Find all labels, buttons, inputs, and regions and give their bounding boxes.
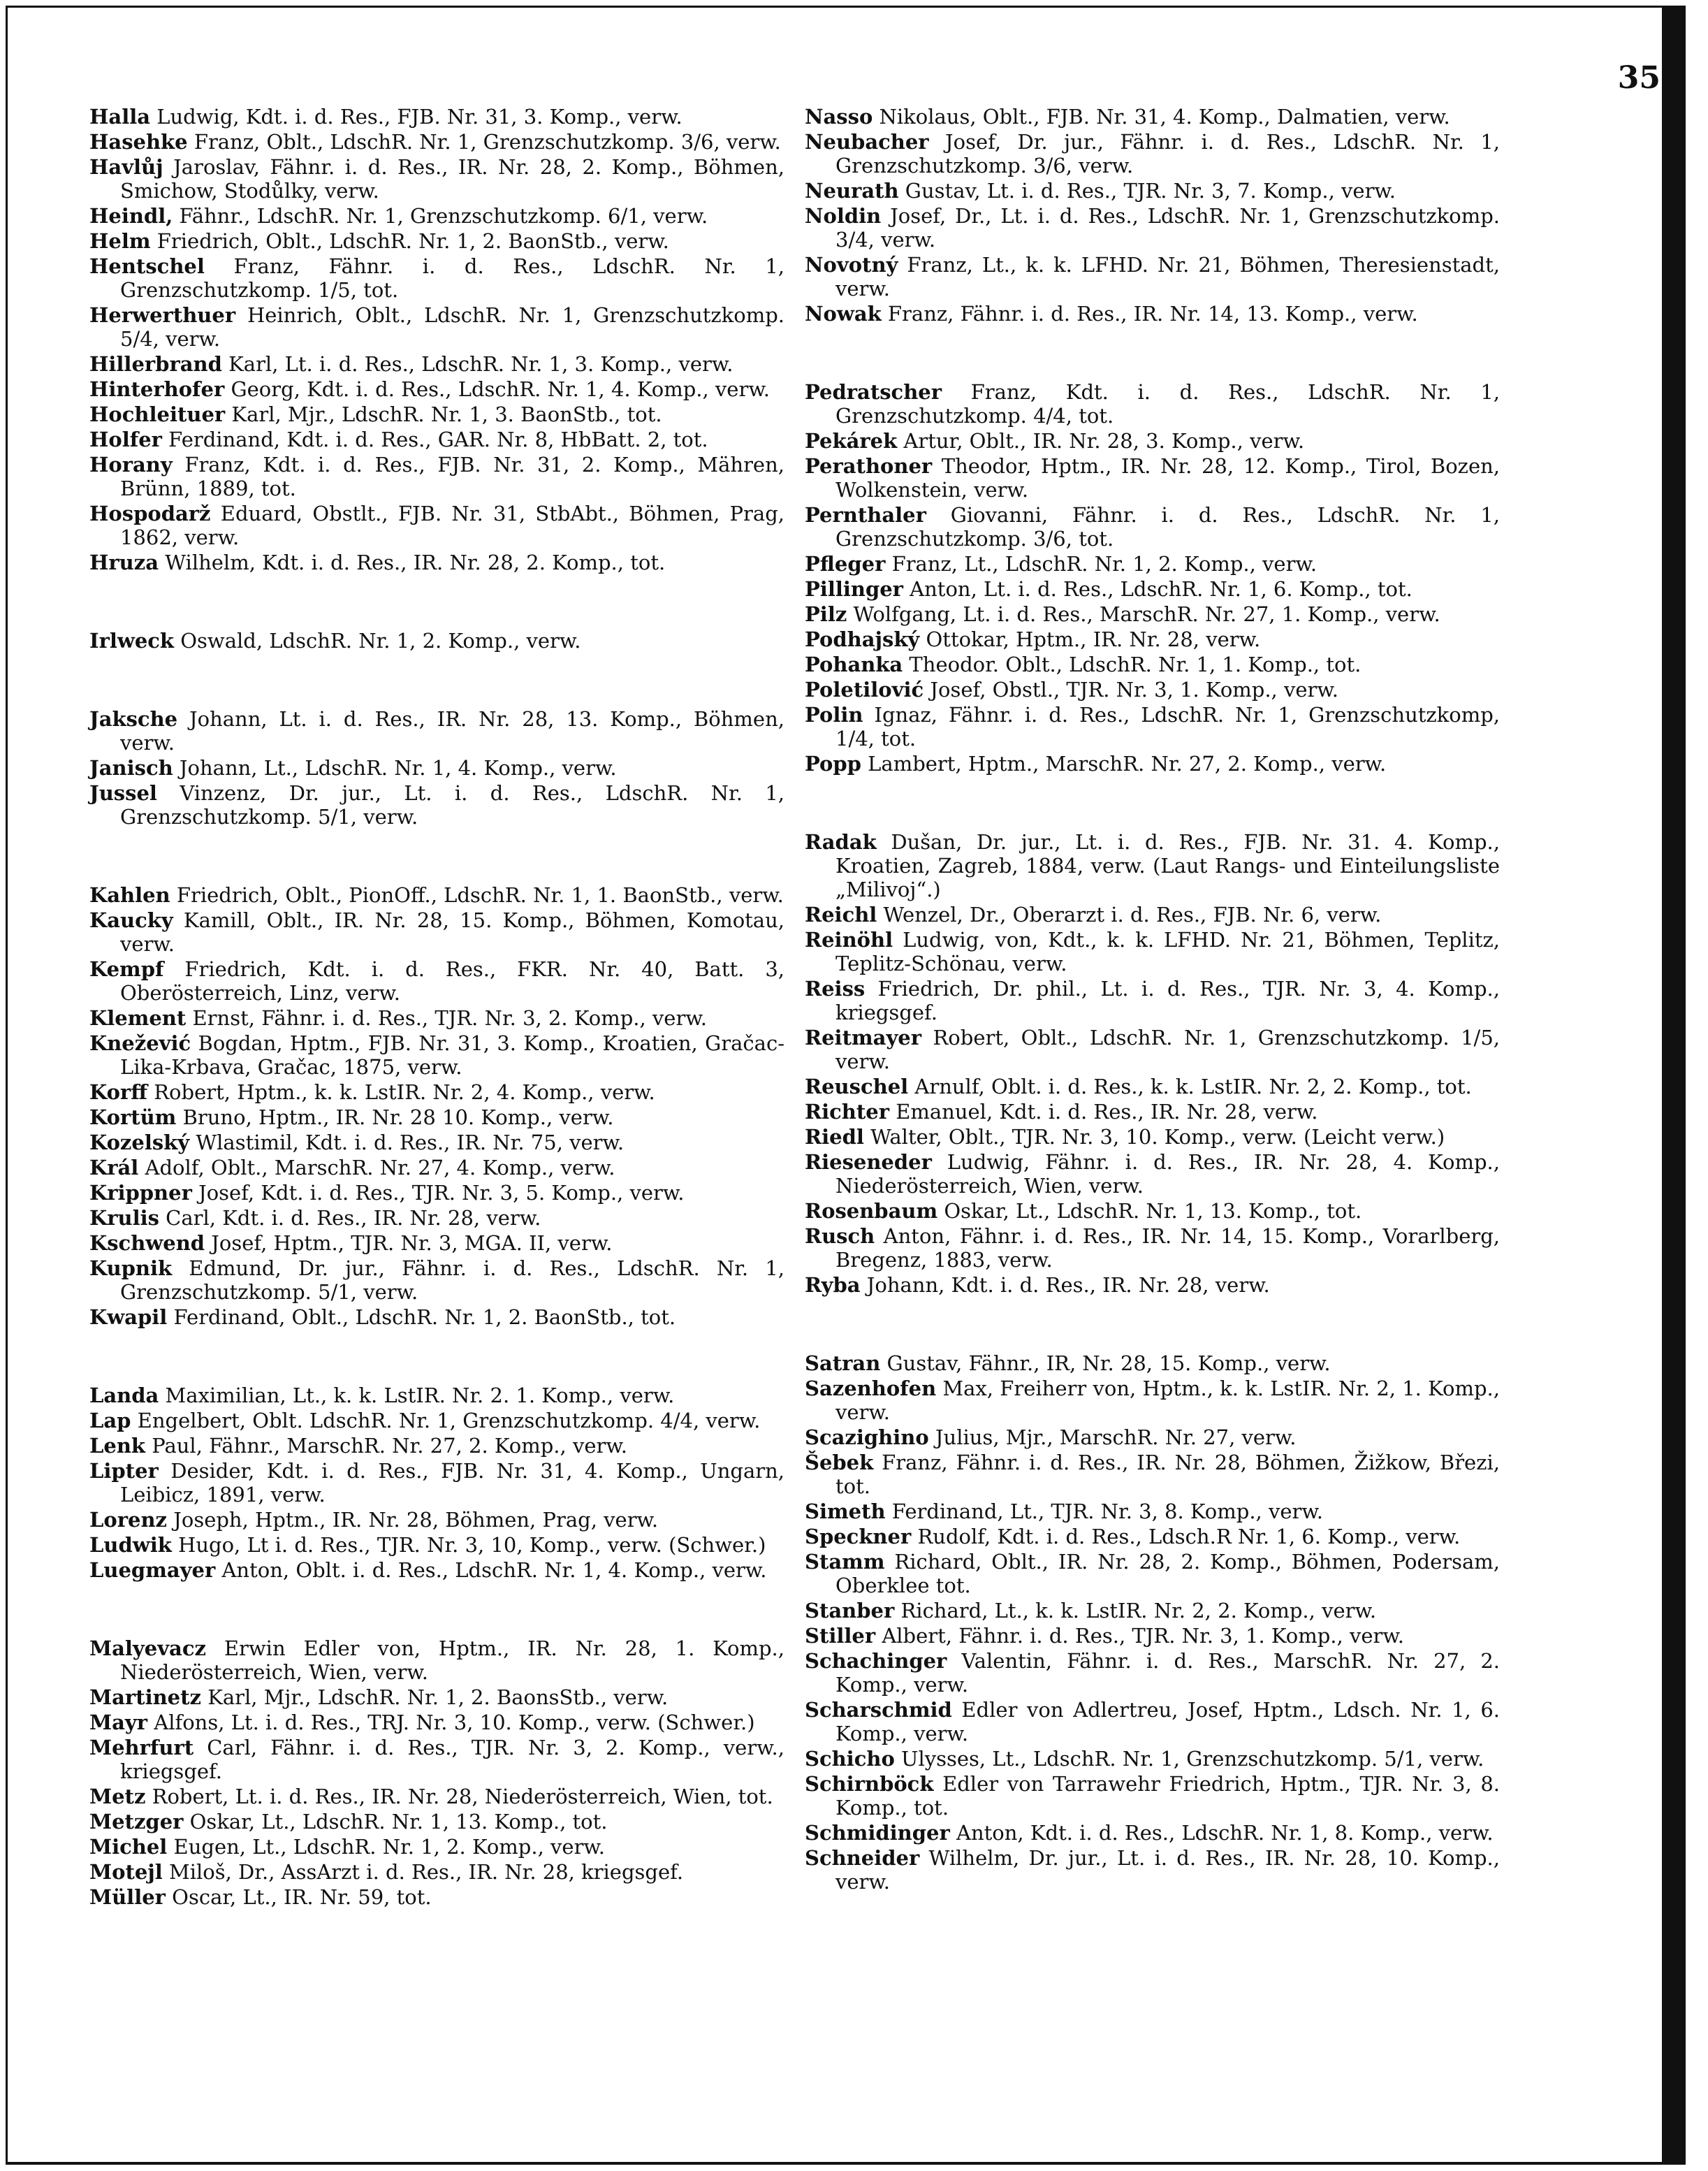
entry-surname: Irlweck <box>89 629 175 653</box>
list-entry <box>89 1860 784 1884</box>
list-entry <box>805 1425 1500 1449</box>
entry-details: Bruno, Hptm., IR. Nr. 28 10. Komp., verw. <box>176 1105 614 1129</box>
entry-details: Carl, Kdt. i. d. Res., IR. Nr. 28, verw. <box>159 1206 541 1230</box>
list-entry <box>805 577 1500 601</box>
entry-surname: Malyevacz <box>89 1636 206 1660</box>
entry-surname: Perathoner <box>805 454 933 478</box>
entry-surname: Hillerbrand <box>89 352 222 376</box>
list-entry <box>89 428 784 451</box>
entry-surname: Hochleituer <box>89 402 226 426</box>
list-entry <box>89 1206 784 1230</box>
entry-surname: Kaucky <box>89 908 173 932</box>
list-entry <box>805 1525 1500 1548</box>
entry-surname: Kahlen <box>89 883 170 907</box>
list-entry <box>805 1772 1500 1820</box>
entry-details: Albert, Fähnr. i. d. Res., TJR. Nr. 3, 1. Komp., verw. <box>875 1624 1404 1648</box>
section-gap <box>805 1298 1500 1351</box>
list-entry <box>805 1624 1500 1648</box>
entry-surname: Lap <box>89 1409 131 1432</box>
entry-details: Josef, Kdt. i. d. Res., TJR. Nr. 3, 5. Komp., verw. <box>191 1181 685 1205</box>
entry-details: Adolf, Oblt., MarschR. Nr. 27, 4. Komp., verw. <box>138 1156 615 1179</box>
list-entry <box>805 752 1500 776</box>
entry-surname: Nasso <box>805 105 873 129</box>
section-gap <box>89 830 784 883</box>
entry-surname: Landa <box>89 1384 159 1407</box>
entry-surname: Motejl <box>89 1860 163 1884</box>
entry-details: Eugen, Lt., LdschR. Nr. 1, 2. Komp., verw. <box>167 1835 606 1859</box>
entry-surname: Podhajský <box>805 627 920 651</box>
entry-details: Hugo, Lt i. d. Res., TJR. Nr. 3, 10, Komp., verw. (Schwer.) <box>171 1533 766 1557</box>
list-entry <box>805 678 1500 702</box>
list-entry <box>805 1500 1500 1523</box>
list-entry <box>89 1409 784 1432</box>
section-gap <box>805 327 1500 380</box>
entry-surname: Satran <box>805 1351 881 1375</box>
entry-details: Oskar, Lt., LdschR. Nr. 1, 13. Komp., tot. <box>937 1199 1362 1223</box>
entry-details: Dušan, Dr. jur., Lt. i. d. Res., FJB. Nr. 31. 4. Komp., Kroatien, Zagreb, 1884, verw. (Laut Rangs- und Einteilungsliste „Milivoj“.) <box>835 830 1500 901</box>
list-entry <box>89 105 784 129</box>
page-number: 35 <box>1617 60 1660 96</box>
entry-details: Ferdinand, Lt., TJR. Nr. 3, 8. Komp., verw. <box>885 1500 1323 1523</box>
list-entry <box>805 552 1500 576</box>
entry-details: Ferdinand, Oblt., LdschR. Nr. 1, 2. BaonStb., tot. <box>167 1305 676 1329</box>
entry-surname: Kortüm <box>89 1105 177 1129</box>
list-entry <box>805 302 1500 326</box>
entry-surname: Neubacher <box>805 130 929 154</box>
entry-details: Richard, Oblt., IR. Nr. 28, 2. Komp., Böhmen, Podersam, Oberklee tot. <box>835 1550 1500 1597</box>
entry-surname: Hruza <box>89 551 159 574</box>
list-entry <box>89 1231 784 1255</box>
entry-details: Rudolf, Kdt. i. d. Res., Ldsch.R Nr. 1, 6. Komp., verw. <box>911 1525 1461 1548</box>
entry-surname: Reuschel <box>805 1075 909 1098</box>
entry-details: Engelbert, Oblt. LdschR. Nr. 1, Grenzschutzkomp. 4/4, verw. <box>131 1409 761 1432</box>
entry-surname: Kwapil <box>89 1305 168 1329</box>
entry-surname: Hospodarž <box>89 502 211 525</box>
entry-details: Valentin, Fähnr. i. d. Res., MarschR. Nr. 27, 2. Komp., verw. <box>835 1649 1500 1697</box>
list-entry <box>89 707 784 755</box>
entry-details: Robert, Oblt., LdschR. Nr. 1, Grenzschutzkomp. 1/5, verw. <box>835 1026 1500 1073</box>
section-gap <box>89 1583 784 1636</box>
list-entry <box>805 130 1500 177</box>
entry-surname: Lipter <box>89 1459 159 1483</box>
entry-surname: Reinöhl <box>805 928 893 952</box>
entry-surname: Ludwik <box>89 1533 172 1557</box>
list-entry <box>805 503 1500 551</box>
list-entry <box>89 1105 784 1129</box>
list-entry <box>89 1305 784 1329</box>
entry-details: Friedrich, Oblt., LdschR. Nr. 1, 2. BaonStb., verw. <box>150 229 669 253</box>
entry-surname: Stanber <box>805 1599 895 1622</box>
list-entry <box>805 1698 1500 1745</box>
list-entry <box>805 1125 1500 1149</box>
entry-details: Oscar, Lt., IR. Nr. 59, tot. <box>165 1885 432 1909</box>
entry-details: Kamill, Oblt., IR. Nr. 28, 15. Komp., Böhmen, Komotau, verw. <box>120 908 784 956</box>
list-entry <box>89 502 784 549</box>
entry-surname: Klement <box>89 1006 187 1030</box>
entry-details: Robert, Lt. i. d. Res., IR. Nr. 28, Niederösterreich, Wien, tot. <box>145 1785 773 1808</box>
entry-surname: Kschwend <box>89 1231 205 1255</box>
list-entry <box>89 229 784 253</box>
entry-details: Wlastimil, Kdt. i. d. Res., IR. Nr. 75, verw. <box>189 1131 625 1154</box>
list-entry <box>805 1224 1500 1272</box>
entry-details: Joseph, Hptm., IR. Nr. 28, Böhmen, Prag, verw. <box>167 1508 659 1532</box>
entry-surname: Speckner <box>805 1525 912 1548</box>
entry-details: Erwin Edler von, Hptm., IR. Nr. 28, 1. Komp., Niederösterreich, Wien, verw. <box>120 1636 784 1684</box>
entry-surname: Holfer <box>89 428 162 451</box>
entry-surname: Reichl <box>805 903 877 927</box>
entry-surname: Pohanka <box>805 653 903 676</box>
list-entry <box>89 402 784 426</box>
list-entry <box>805 454 1500 502</box>
entry-details: Ludwig, Kdt. i. d. Res., FJB. Nr. 31, 3. Komp., verw. <box>150 105 683 129</box>
entry-details: Ludwig, von, Kdt., k. k. LFHD. Nr. 21, Böhmen, Teplitz, Teplitz-Schönau, verw. <box>835 928 1500 975</box>
entry-details: Heinrich, Oblt., LdschR. Nr. 1, Grenzschutzkomp. 5/4, verw. <box>120 303 784 351</box>
entry-surname: Herwerthuer <box>89 303 236 327</box>
list-entry <box>89 1434 784 1458</box>
list-entry <box>89 1131 784 1154</box>
list-entry <box>89 1031 784 1079</box>
list-entry <box>805 429 1500 453</box>
entry-details: Karl, Lt. i. d. Res., LdschR. Nr. 1, 3. Komp., verw. <box>221 352 733 376</box>
list-entry <box>89 1558 784 1582</box>
entry-surname: Schmidinger <box>805 1821 950 1845</box>
entry-details: Theodor, Hptm., IR. Nr. 28, 12. Komp., Tirol, Bozen, Wolkenstein, verw. <box>835 454 1500 502</box>
entry-surname: Král <box>89 1156 139 1179</box>
entry-details: Wilhelm, Dr. jur., Lt. i. d. Res., IR. Nr. 28, 10. Komp., verw. <box>835 1846 1500 1894</box>
list-entry <box>805 928 1500 975</box>
entry-surname: Pedratscher <box>805 380 942 404</box>
list-entry <box>89 1181 784 1205</box>
entry-surname: Reitmayer <box>805 1026 922 1050</box>
entry-details: Franz, Fähnr. i. d. Res., IR. Nr. 28, Böhmen, Žižkow, Březi, tot. <box>835 1451 1500 1498</box>
entry-details: Lambert, Hptm., MarschR. Nr. 27, 2. Komp., verw. <box>861 752 1387 776</box>
entry-surname: Metzger <box>89 1810 184 1834</box>
entry-surname: Halla <box>89 105 151 129</box>
section-gap <box>89 654 784 707</box>
list-entry <box>805 1100 1500 1124</box>
entry-details: Gustav, Lt. i. d. Res., TJR. Nr. 3, 7. Komp., verw. <box>898 179 1396 203</box>
list-entry <box>805 903 1500 927</box>
entry-details: Ignaz, Fähnr. i. d. Res., LdschR. Nr. 1, Grenzschutzkomp, 1/4, tot. <box>835 703 1500 750</box>
entry-details: Ulysses, Lt., LdschR. Nr. 1, Grenzschutzkomp. 5/1, verw. <box>894 1747 1484 1771</box>
entry-surname: Martinetz <box>89 1685 201 1709</box>
list-entry <box>89 1785 784 1808</box>
right-column <box>805 105 1500 1895</box>
entry-details: Desider, Kdt. i. d. Res., FJB. Nr. 31, 4. Komp., Ungarn, Leibicz, 1891, verw. <box>120 1459 784 1506</box>
entry-details: Friedrich, Oblt., PionOff., LdschR. Nr. 1, 1. BaonStb., verw. <box>170 883 784 907</box>
list-entry <box>89 254 784 302</box>
entry-details: Emanuel, Kdt. i. d. Res., IR. Nr. 28, verw. <box>889 1100 1318 1124</box>
entry-surname: Popp <box>805 752 861 776</box>
entry-details: Wenzel, Dr., Oberarzt i. d. Res., FJB. Nr. 6, verw. <box>877 903 1382 927</box>
entry-surname: Michel <box>89 1835 168 1859</box>
entry-details: Franz, Kdt. i. d. Res., FJB. Nr. 31, 2. Komp., Mähren, Brünn, 1889, tot. <box>120 453 784 500</box>
entry-details: Josef, Dr., Lt. i. d. Res., LdschR. Nr. 1, Grenzschutzkomp. 3/4, verw. <box>835 204 1500 252</box>
entry-surname: Scharschmid <box>805 1698 952 1722</box>
entry-details: Jaroslav, Fähnr. i. d. Res., IR. Nr. 28, 2. Komp., Böhmen, Smichow, Stodůlky, verw. <box>120 155 784 203</box>
list-entry <box>805 703 1500 750</box>
section-gap <box>89 576 784 629</box>
entry-details: Anton, Kdt. i. d. Res., LdschR. Nr. 1, 8. Komp., verw. <box>949 1821 1494 1845</box>
entry-details: Anton, Lt. i. d. Res., LdschR. Nr. 1, 6. Komp., tot. <box>903 577 1413 601</box>
list-entry <box>805 1821 1500 1845</box>
entry-surname: Rosenbaum <box>805 1199 938 1223</box>
entry-details: Fähnr., LdschR. Nr. 1, Grenzschutzkomp. 6/1, verw. <box>173 204 708 228</box>
list-entry <box>805 1199 1500 1223</box>
entry-details: Ferdinand, Kdt. i. d. Res., GAR. Nr. 8, HbBatt. 2, tot. <box>161 428 708 451</box>
list-entry <box>89 1080 784 1104</box>
list-entry <box>89 908 784 956</box>
entry-details: Josef, Hptm., TJR. Nr. 3, MGA. II, verw. <box>205 1231 613 1255</box>
entry-surname: Lorenz <box>89 1508 168 1532</box>
section-gap <box>805 777 1500 830</box>
list-entry <box>89 781 784 829</box>
entry-surname: Helm <box>89 229 151 253</box>
entry-details: Gustav, Fähnr., IR, Nr. 28, 15. Komp., verw. <box>880 1351 1331 1375</box>
entry-details: Friedrich, Dr. phil., Lt. i. d. Res., TJR. Nr. 3, 4. Komp., kriegsgef. <box>835 977 1500 1024</box>
entry-surname: Heindl, <box>89 204 173 228</box>
entry-details: Karl, Mjr., LdschR. Nr. 1, 2. BaonsStb., verw. <box>200 1685 669 1709</box>
list-entry <box>89 1256 784 1304</box>
entry-surname: Kempf <box>89 957 164 981</box>
entry-surname: Kupnik <box>89 1256 173 1280</box>
list-entry <box>89 352 784 376</box>
entry-surname: Lenk <box>89 1434 146 1458</box>
entry-surname: Noldin <box>805 204 882 228</box>
list-entry <box>89 1810 784 1834</box>
entry-surname: Havlůj <box>89 155 163 179</box>
list-entry <box>805 1351 1500 1375</box>
entry-details: Edler von Adlertreu, Josef, Hptm., Ldsch. Nr. 1, 6. Komp., verw. <box>835 1698 1500 1745</box>
entry-surname: Rieseneder <box>805 1150 932 1174</box>
entry-surname: Stamm <box>805 1550 885 1574</box>
list-entry <box>805 1550 1500 1597</box>
entry-details: Georg, Kdt. i. d. Res., LdschR. Nr. 1, 4. Komp., verw. <box>224 377 770 401</box>
entry-surname: Korff <box>89 1080 147 1104</box>
entry-surname: Rusch <box>805 1224 875 1248</box>
entry-surname: Schneider <box>805 1846 920 1870</box>
entry-surname: Novotný <box>805 253 898 277</box>
entry-surname: Krippner <box>89 1181 192 1205</box>
list-entry <box>89 1711 784 1734</box>
entry-details: Franz, Kdt. i. d. Res., LdschR. Nr. 1, Grenzschutzkomp. 4/4, tot. <box>835 380 1500 428</box>
entry-surname: Hentschel <box>89 254 205 278</box>
list-entry <box>89 629 784 653</box>
list-entry <box>89 1636 784 1684</box>
entry-surname: Šebek <box>805 1451 874 1474</box>
entry-details: Oswald, LdschR. Nr. 1, 2. Komp., verw. <box>174 629 581 653</box>
list-entry <box>89 756 784 780</box>
list-entry <box>89 303 784 351</box>
entry-surname: Jussel <box>89 781 157 805</box>
entry-surname: Krulis <box>89 1206 159 1230</box>
entry-surname: Jaksche <box>89 707 178 731</box>
list-entry <box>805 627 1500 651</box>
list-entry <box>89 1459 784 1506</box>
entry-details: Arnulf, Oblt. i. d. Res., k. k. LstIR. Nr. 2, 2. Komp., tot. <box>908 1075 1472 1098</box>
section-gap <box>89 1330 784 1384</box>
list-entry <box>89 1885 784 1909</box>
entry-details: Oskar, Lt., LdschR. Nr. 1, 13. Komp., tot. <box>183 1810 608 1834</box>
entry-surname: Pekárek <box>805 429 898 453</box>
entry-details: Maximilian, Lt., k. k. LstIR. Nr. 2. 1. Komp., verw. <box>159 1384 675 1407</box>
entry-details: Bogdan, Hptm., FJB. Nr. 31, 3. Komp., Kroatien, Gračac-Lika-Krbava, Gračac, 1875, verw. <box>120 1031 784 1079</box>
entry-details: Vinzenz, Dr. jur., Lt. i. d. Res., LdschR. Nr. 1, Grenzschutzkomp. 5/1, verw. <box>120 781 784 829</box>
entry-details: Richard, Lt., k. k. LstIR. Nr. 2, 2. Komp., verw. <box>894 1599 1377 1622</box>
entry-details: Ottokar, Hptm., IR. Nr. 28, verw. <box>919 627 1261 651</box>
entry-details: Edler von Tarrawehr Friedrich, Hptm., TJR. Nr. 3, 8. Komp., tot. <box>835 1772 1500 1820</box>
list-entry <box>805 1649 1500 1697</box>
entry-details: Franz, Lt., k. k. LFHD. Nr. 21, Böhmen, Theresienstadt, verw. <box>835 253 1500 300</box>
entry-surname: Schicho <box>805 1747 895 1771</box>
entry-details: Nikolaus, Oblt., FJB. Nr. 31, 4. Komp., Dalmatien, verw. <box>873 105 1450 129</box>
list-entry <box>805 253 1500 300</box>
list-entry <box>805 1150 1500 1198</box>
entry-details: Josef, Dr. jur., Fähnr. i. d. Res., LdschR. Nr. 1, Grenzschutzkomp. 3/6, verw. <box>835 130 1500 177</box>
list-entry <box>805 1846 1500 1894</box>
entry-details: Eduard, Obstlt., FJB. Nr. 31, StbAbt., Böhmen, Prag, 1862, verw. <box>120 502 784 549</box>
entry-surname: Riedl <box>805 1125 864 1149</box>
list-entry <box>805 1273 1500 1297</box>
list-entry <box>89 1736 784 1783</box>
entry-details: Robert, Hptm., k. k. LstIR. Nr. 2, 4. Komp., verw. <box>147 1080 655 1104</box>
entry-surname: Horany <box>89 453 173 477</box>
entry-details: Ernst, Fähnr. i. d. Res., TJR. Nr. 3, 2. Komp., verw. <box>186 1006 707 1030</box>
list-entry <box>805 602 1500 626</box>
list-entry <box>89 377 784 401</box>
entry-surname: Ryba <box>805 1273 861 1297</box>
entry-details: Wilhelm, Kdt. i. d. Res., IR. Nr. 28, 2. Komp., tot. <box>159 551 666 574</box>
entry-surname: Reiss <box>805 977 866 1001</box>
list-entry <box>89 1533 784 1557</box>
list-entry <box>805 1026 1500 1073</box>
entry-details: Wolfgang, Lt. i. d. Res., MarschR. Nr. 27, 1. Komp., verw. <box>847 602 1440 626</box>
entry-details: Theodor. Oblt., LdschR. Nr. 1, 1. Komp., tot. <box>903 653 1362 676</box>
list-entry <box>89 1156 784 1179</box>
list-entry <box>89 1835 784 1859</box>
list-entry <box>805 105 1500 129</box>
entry-surname: Simeth <box>805 1500 886 1523</box>
entry-details: Franz, Oblt., LdschR. Nr. 1, Grenzschutzkomp. 3/6, verw. <box>187 130 781 154</box>
entry-surname: Pilz <box>805 602 847 626</box>
list-entry <box>805 830 1500 901</box>
entry-surname: Sazenhofen <box>805 1377 937 1400</box>
entry-details: Johann, Lt., LdschR. Nr. 1, 4. Komp., verw. <box>173 756 617 780</box>
entry-surname: Hasehke <box>89 130 188 154</box>
entry-details: Artur, Oblt., IR. Nr. 28, 3. Komp., verw. <box>897 429 1305 453</box>
entry-surname: Mayr <box>89 1711 148 1734</box>
entry-surname: Müller <box>89 1885 166 1909</box>
entry-details: Walter, Oblt., TJR. Nr. 3, 10. Komp., verw. (Leicht verw.) <box>863 1125 1445 1149</box>
entry-surname: Nowak <box>805 302 882 326</box>
list-entry <box>805 1377 1500 1424</box>
list-entry <box>805 1599 1500 1622</box>
entry-details: Josef, Obstl., TJR. Nr. 3, 1. Komp., verw. <box>924 678 1339 702</box>
list-entry <box>805 653 1500 676</box>
entry-surname: Schirnböck <box>805 1772 934 1796</box>
entry-details: Julius, Mjr., MarschR. Nr. 27, verw. <box>928 1425 1297 1449</box>
entry-details: Max, Freiherr von, Hptm., k. k. LstIR. Nr. 2, 1. Komp., verw. <box>835 1377 1500 1424</box>
entry-details: Franz, Fähnr. i. d. Res., LdschR. Nr. 1, Grenzschutzkomp. 1/5, tot. <box>120 254 784 302</box>
entry-surname: Pillinger <box>805 577 903 601</box>
list-entry <box>89 1006 784 1030</box>
list-entry <box>805 204 1500 252</box>
entry-surname: Polin <box>805 703 863 727</box>
list-entry <box>89 1685 784 1709</box>
entry-details: Johann, Kdt. i. d. Res., IR. Nr. 28, verw. <box>860 1273 1270 1297</box>
list-entry <box>805 977 1500 1024</box>
entry-surname: Neurath <box>805 179 899 203</box>
list-entry <box>89 130 784 154</box>
entry-details: Carl, Fähnr. i. d. Res., TJR. Nr. 3, 2. Komp., verw., kriegsgef. <box>120 1736 784 1783</box>
entry-details: Franz, Lt., LdschR. Nr. 1, 2. Komp., verw. <box>885 552 1318 576</box>
entry-details: Alfons, Lt. i. d. Res., TRJ. Nr. 3, 10. Komp., verw. (Schwer.) <box>147 1711 755 1734</box>
entry-surname: Kozelský <box>89 1131 190 1154</box>
entry-details: Giovanni, Fähnr. i. d. Res., LdschR. Nr. 1, Grenzschutzkomp. 3/6, tot. <box>835 503 1500 551</box>
list-entry <box>805 1747 1500 1771</box>
entry-details: Miloš, Dr., AssArzt i. d. Res., IR. Nr. 28, kriegsgef. <box>162 1860 684 1884</box>
entry-surname: Knežević <box>89 1031 191 1055</box>
entry-details: Karl, Mjr., LdschR. Nr. 1, 3. BaonStb., tot. <box>225 402 662 426</box>
entry-details: Friedrich, Kdt. i. d. Res., FKR. Nr. 40, Batt. 3, Oberösterreich, Linz, verw. <box>120 957 784 1005</box>
entry-details: Anton, Oblt. i. d. Res., LdschR. Nr. 1, 4. Komp., verw. <box>215 1558 767 1582</box>
list-entry <box>89 155 784 203</box>
list-entry <box>805 1075 1500 1098</box>
entry-surname: Metz <box>89 1785 146 1808</box>
entry-surname: Schachinger <box>805 1649 947 1673</box>
left-column <box>89 105 784 1910</box>
entry-surname: Scazighino <box>805 1425 929 1449</box>
entry-details: Ludwig, Fähnr. i. d. Res., IR. Nr. 28, 4. Komp., Niederösterreich, Wien, verw. <box>835 1150 1500 1198</box>
entry-details: Franz, Fähnr. i. d. Res., IR. Nr. 14, 13. Komp., verw. <box>881 302 1418 326</box>
entry-surname: Luegmayer <box>89 1558 216 1582</box>
entry-surname: Richter <box>805 1100 889 1124</box>
entry-details: Anton, Fähnr. i. d. Res., IR. Nr. 14, 15. Komp., Vorarlberg, Bregenz, 1883, verw. <box>835 1224 1500 1272</box>
list-entry <box>89 204 784 228</box>
list-entry <box>89 453 784 500</box>
entry-surname: Poletilović <box>805 678 924 702</box>
entry-surname: Pfleger <box>805 552 886 576</box>
list-entry <box>805 179 1500 203</box>
list-entry <box>805 380 1500 428</box>
entry-surname: Janisch <box>89 756 173 780</box>
entry-details: Paul, Fähnr., MarschR. Nr. 27, 2. Komp., verw. <box>145 1434 627 1458</box>
list-entry <box>89 957 784 1005</box>
entry-surname: Hinterhofer <box>89 377 225 401</box>
entry-surname: Mehrfurt <box>89 1736 194 1759</box>
list-entry <box>89 883 784 907</box>
list-entry <box>89 1384 784 1407</box>
list-entry <box>89 551 784 574</box>
list-entry <box>805 1451 1500 1498</box>
entry-surname: Radak <box>805 830 877 854</box>
entry-details: Johann, Lt. i. d. Res., IR. Nr. 28, 13. Komp., Böhmen, verw. <box>120 707 784 755</box>
entry-surname: Stiller <box>805 1624 876 1648</box>
entry-surname: Pernthaler <box>805 503 926 527</box>
entry-details: Edmund, Dr. jur., Fähnr. i. d. Res., LdschR. Nr. 1, Grenzschutzkomp. 5/1, verw. <box>120 1256 784 1304</box>
list-entry <box>89 1508 784 1532</box>
